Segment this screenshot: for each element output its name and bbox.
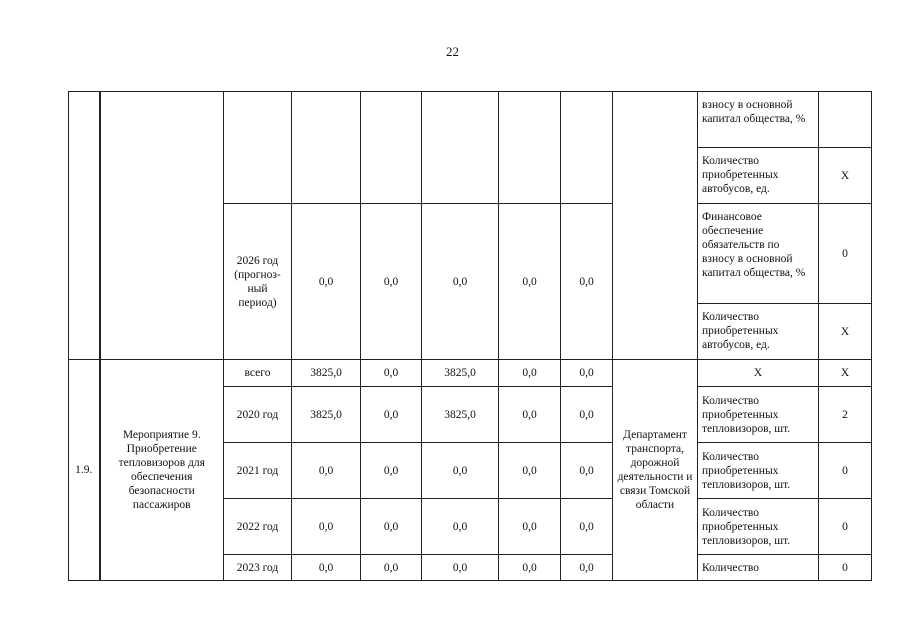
- indicator-value: 0: [819, 555, 872, 581]
- value-cell: 0,0: [499, 387, 561, 443]
- value-cell: 3825,0: [292, 387, 361, 443]
- value-cell: 0,0: [361, 443, 422, 499]
- indicator-name: Количество приобретенных автобусов, ед.: [698, 304, 819, 360]
- value-cell: 0,0: [422, 204, 499, 360]
- executor-cell: Департамент транспорта, дорожной деятельности и связи Томской области: [613, 360, 698, 581]
- cont-num-cell: [69, 92, 100, 360]
- value-cell: 0,0: [361, 387, 422, 443]
- value-cell: 0,0: [292, 204, 361, 360]
- indicator-value: [819, 92, 872, 148]
- year-cell: всего: [224, 360, 292, 387]
- value-cell: 0,0: [499, 443, 561, 499]
- item-name: Мероприятие 9. Приобретение тепловизоров для обеспечения безопасности пассажиров: [100, 360, 224, 581]
- value-cell: 0,0: [361, 499, 422, 555]
- value-cell: 0,0: [561, 499, 613, 555]
- table-row: [69, 92, 872, 148]
- cont-name-cell: [100, 92, 224, 360]
- indicator-value: 0: [819, 443, 872, 499]
- year-cell: 2023 год: [224, 555, 292, 581]
- indicator-name: Количество приобретенных тепловизоров, шт.: [698, 499, 819, 555]
- indicator-name: Количество приобретенных тепловизоров, шт.: [698, 443, 819, 499]
- indicator-name: Количество приобретенных тепловизоров, шт.: [698, 387, 819, 443]
- value-cell: 0,0: [561, 360, 613, 387]
- indicator-name: Количество: [698, 555, 819, 581]
- table-row: [69, 360, 872, 387]
- indicator-value: Х: [819, 304, 872, 360]
- cont-value-cell: [422, 92, 499, 204]
- value-cell: 0,0: [499, 499, 561, 555]
- year-cell: 2020 год: [224, 387, 292, 443]
- value-cell: 0,0: [422, 443, 499, 499]
- indicator-value: 0: [819, 499, 872, 555]
- year-cell: 2026 год (прогноз-ный период): [224, 204, 292, 360]
- indicator-value: Х: [819, 148, 872, 204]
- indicator-value: Х: [819, 360, 872, 387]
- value-cell: 0,0: [561, 555, 613, 581]
- value-cell: 3825,0: [422, 387, 499, 443]
- value-cell: 0,0: [361, 555, 422, 581]
- value-cell: 0,0: [292, 555, 361, 581]
- value-cell: 0,0: [561, 204, 613, 360]
- indicator-name: Финансовое обеспечение обязательств по взносу в основной капитал общества, %: [698, 204, 819, 304]
- measures-table: [68, 91, 872, 581]
- value-cell: 0,0: [361, 204, 422, 360]
- value-cell: 0,0: [561, 443, 613, 499]
- indicator-value: 0: [819, 204, 872, 304]
- value-cell: 0,0: [361, 360, 422, 387]
- cont-executor-cell: [613, 92, 698, 360]
- indicator-name: Количество приобретенных автобусов, ед.: [698, 148, 819, 204]
- year-cell: 2021 год: [224, 443, 292, 499]
- value-cell: 0,0: [499, 204, 561, 360]
- indicator-value: 2: [819, 387, 872, 443]
- indicator-name: Х: [698, 360, 819, 387]
- value-cell: 0,0: [292, 443, 361, 499]
- value-cell: 0,0: [499, 360, 561, 387]
- value-cell: 0,0: [422, 555, 499, 581]
- cont-year-cell: [224, 92, 292, 204]
- value-cell: 3825,0: [292, 360, 361, 387]
- indicator-name: взносу в основной капитал общества, %: [698, 92, 819, 148]
- year-cell: 2022 год: [224, 499, 292, 555]
- item-number: 1.9.: [69, 360, 100, 581]
- value-cell: 0,0: [292, 499, 361, 555]
- value-cell: 0,0: [422, 499, 499, 555]
- cont-value-cell: [561, 92, 613, 204]
- value-cell: 0,0: [561, 387, 613, 443]
- cont-value-cell: [292, 92, 361, 204]
- value-cell: 3825,0: [422, 360, 499, 387]
- page-number: 22: [446, 44, 459, 59]
- cont-value-cell: [361, 92, 422, 204]
- cont-value-cell: [499, 92, 561, 204]
- value-cell: 0,0: [499, 555, 561, 581]
